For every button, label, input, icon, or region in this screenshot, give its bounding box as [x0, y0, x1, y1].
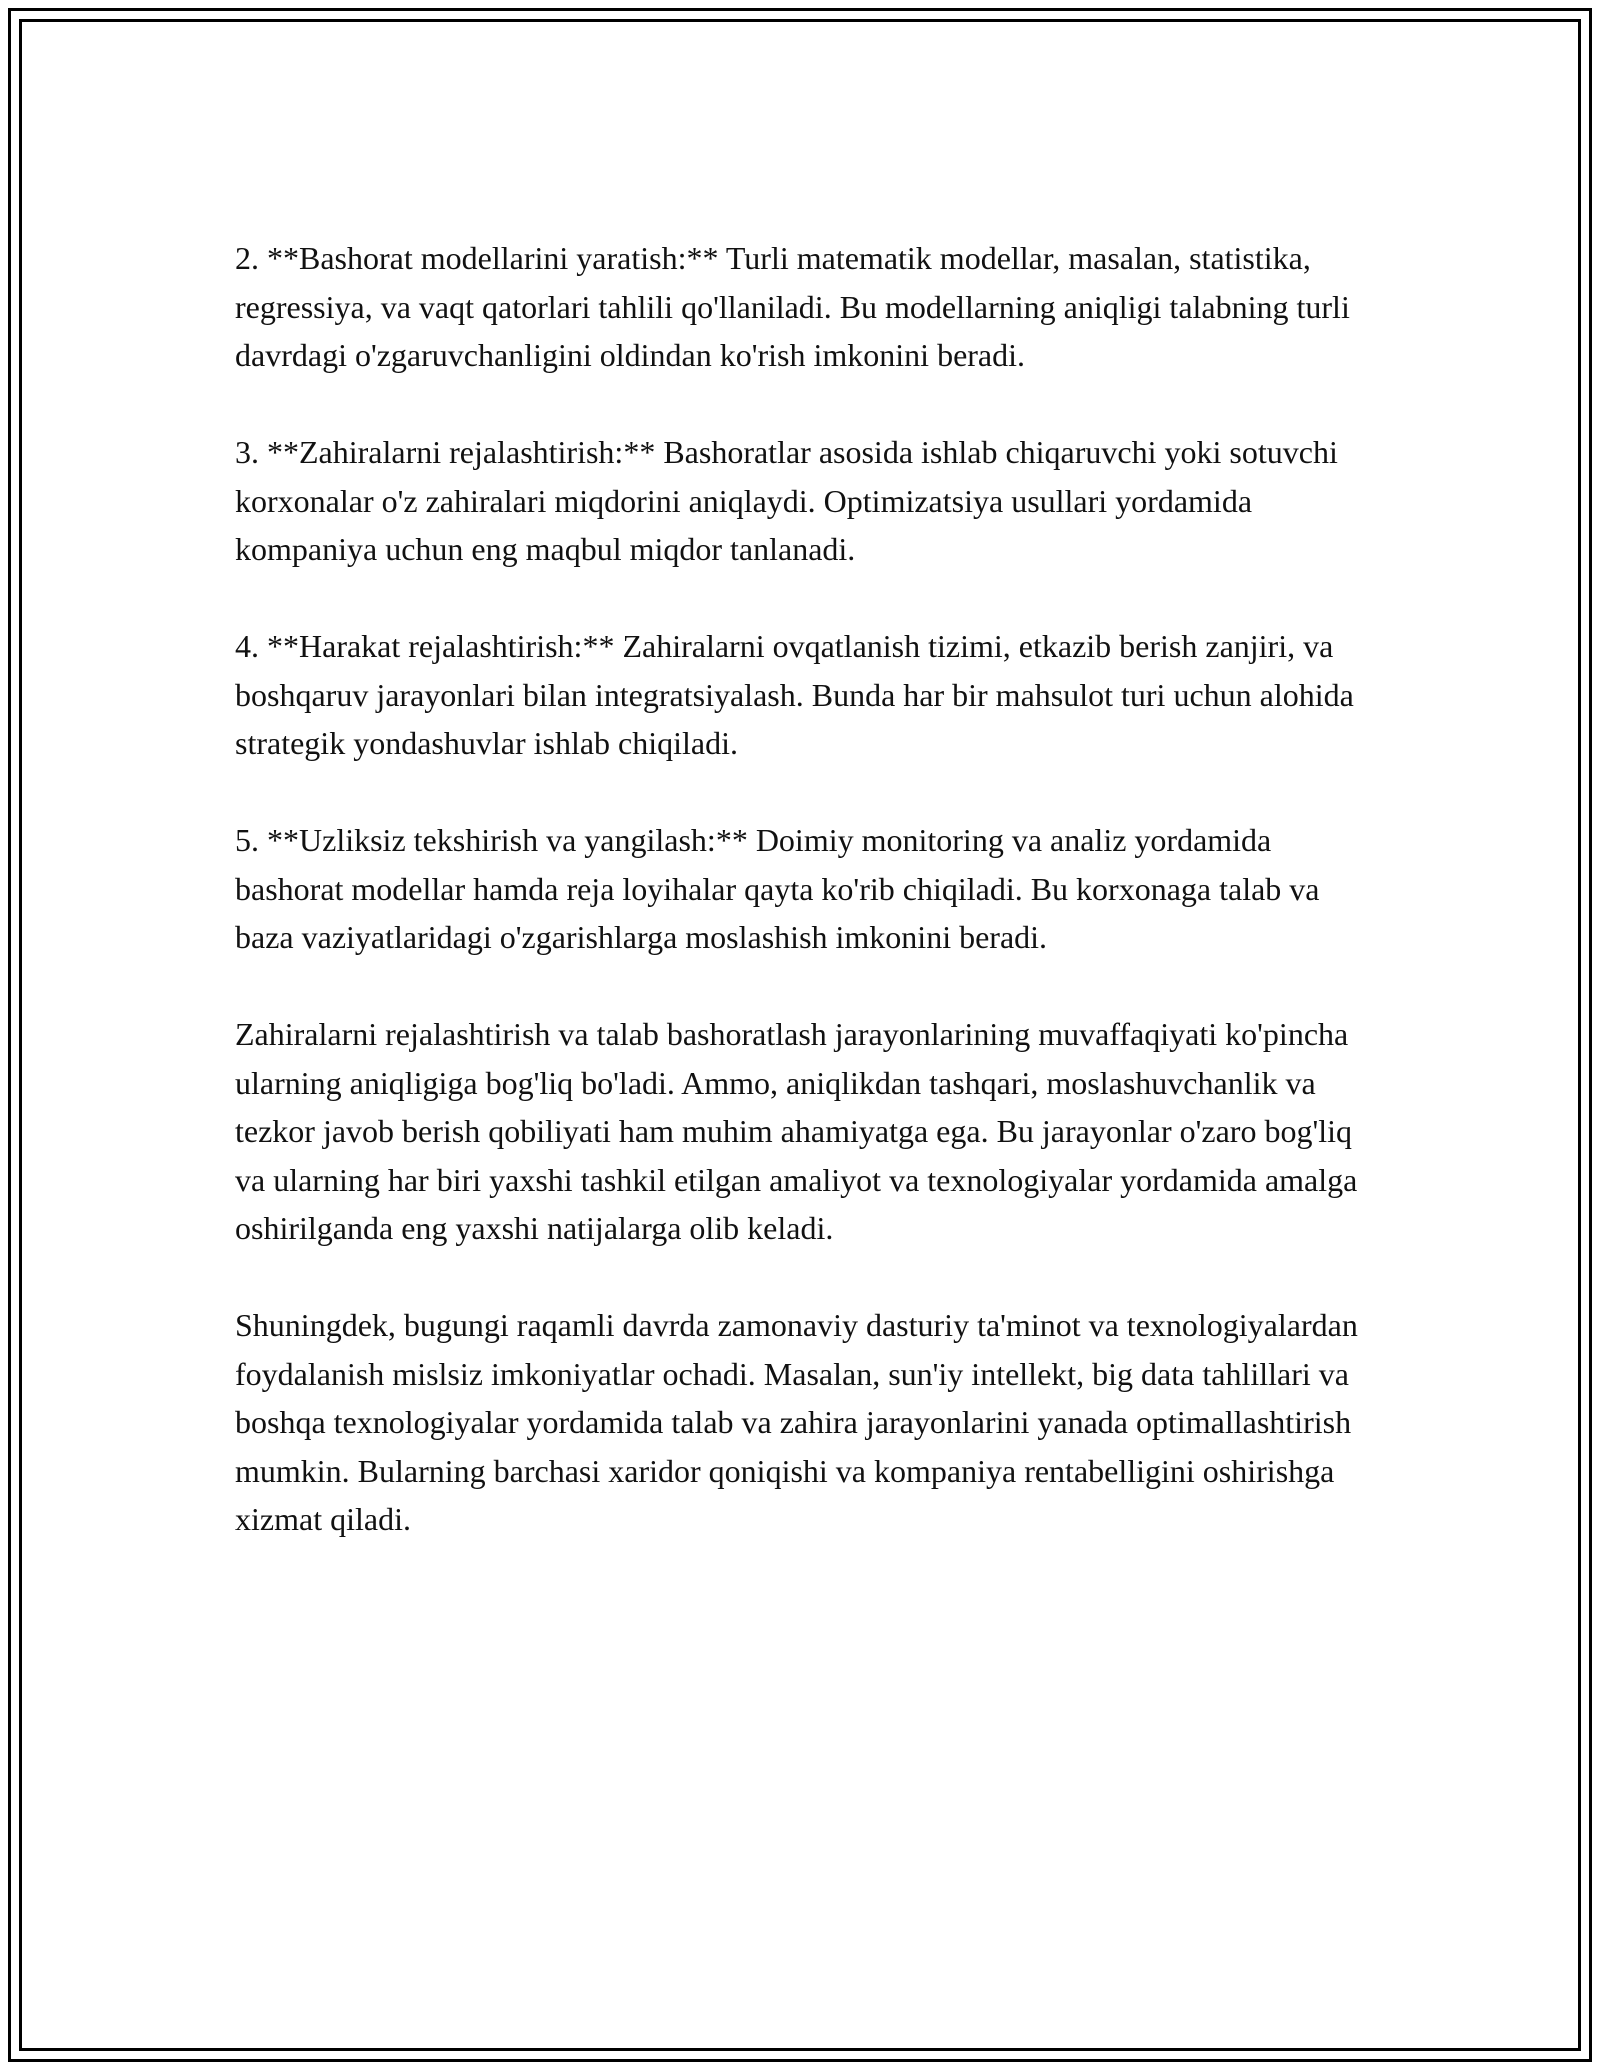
- paragraph-step-5: 5. **Uzliksiz tekshirish va yangilash:** Doimiy monitoring va analiz yordamida bashorat modellar hamda reja loyihalar qayta ko'rib chiqiladi. Bu korxonaga talab va baza vaziyatlaridagi o'zgarishlarga moslashish imkonini beradi.: [235, 822, 1320, 955]
- paragraph-step-2: 2. **Bashorat modellarini yaratish:** Turli matematik modellar, masalan, statistika, regressiya, va vaqt qatorlari tahlili qo'llaniladi. Bu modellarning aniqligi talabning turli davrdagi o'zgaruvchanligini oldindan ko'rish imkonini beradi.: [235, 240, 1350, 373]
- document-body: [235, 234, 1385, 1592]
- paragraph-step-4: 4. **Harakat rejalashtirish:** Zahiralarni ovqatlanish tizimi, etkazib berish zanjiri, va boshqaruv jarayonlari bilan integratsiyalash. Bunda har bir mahsulot turi uchun alohida strategik yondashuvlar ishlab chiqiladi.: [235, 628, 1354, 761]
- paragraph-conclusion: Zahiralarni rejalashtirish va talab bashoratlash jarayonlarining muvaffaqiyati ko'pincha ularning aniqligiga bog'liq bo'ladi. Ammo, aniqlikdan tashqari, moslashuvchanlik va tezkor javob berish qobiliyati ham muhim ahamiyatga ega. Bu jarayonlar o'zaro bog'liq va ularning har biri yaxshi tashkil etilgan amaliyot va texnologiyalar yordamida amalga oshirilganda eng yaxshi natijalarga olib keladi.: [235, 1016, 1358, 1246]
- paragraph-step-3: 3. **Zahiralarni rejalashtirish:** Bashoratlar asosida ishlab chiqaruvchi yoki sotuvchi korxonalar o'z zahiralari miqdorini aniqlaydi. Optimizatsiya usullari yordamida kompaniya uchun eng maqbul miqdor tanlanadi.: [235, 434, 1338, 567]
- paragraph-technology: Shuningdek, bugungi raqamli davrda zamonaviy dasturiy ta'minot va texnologiyalardan foydalanish mislsiz imkoniyatlar ochadi. Masalan, sun'iy intellekt, big data tahlillari va boshqa texnologiyalar yordamida talab va zahira jarayonlarini yanada optimallashtirish mumkin. Bularning barchasi xaridor qoniqishi va kompaniya rentabelligini oshirishga xizmat qiladi.: [235, 1307, 1358, 1537]
